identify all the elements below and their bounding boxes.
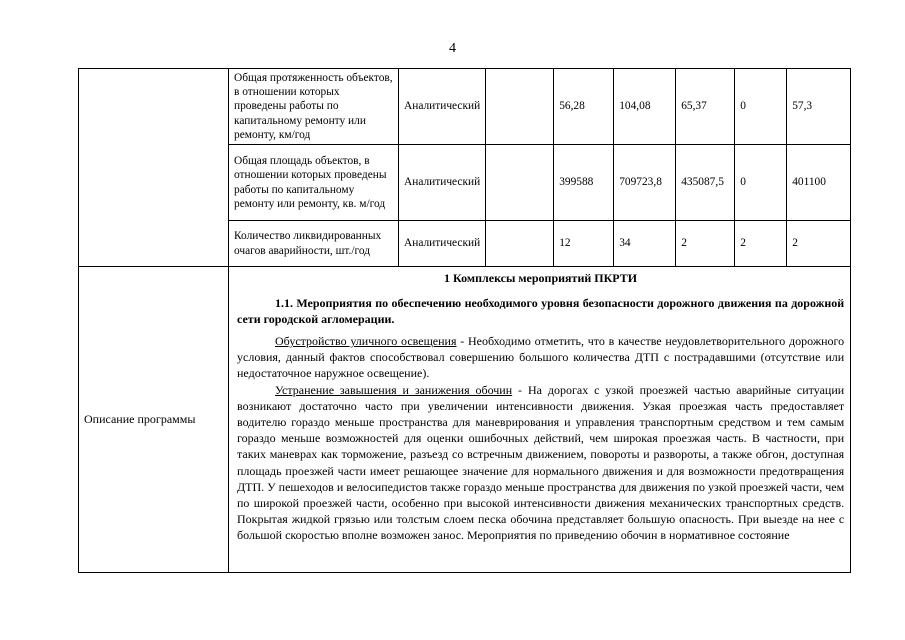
indicator-value (486, 145, 554, 221)
paragraph-title: Устранение завышения и занижения обочин (275, 382, 513, 397)
page-number: 4 (449, 41, 456, 56)
indicator-value: 0 (735, 145, 787, 221)
indicator-method: Аналитический (399, 145, 486, 221)
indicator-value: 57,3 (787, 69, 851, 145)
indicator-value: 399588 (554, 145, 614, 221)
paragraph-text: - На дорогах с узкой проезжей частью аварийные ситуации возникают достаточно часто при увеличении интенсивности движения. Узкая проезжая часть предоставляет водителю гораздо меньше пространства для маневрирования и управления транспортным средством и тем самым гораздо меньше возможностей для оценки ошибочных действий, чем широкая проезжая часть. В частности, при таких маневрах как торможение, разъезд со встречным движением, повороты и развороты, а также обгон, доступная площадь проезжей части имеет решающее значение для нормального движения и для возможности предотвращения ДТП. У пешеходов и велосипедистов также гораздо меньше пространства для движения по узкой проезжей части, чем по широкой проезжей части, особенно при высокой интенсивности движения механических транспортных средств. Покрытая жидкой грязью или толстым слоем песка обочина представляет большую опасность. При выезде на нее с большой скоростью вполне возможен занос. Мероприятия по приведению обочин в нормативное состояние (237, 382, 845, 543)
description-cell (229, 267, 851, 573)
description-paragraph (237, 382, 844, 544)
indicator-value: 435087,5 (676, 145, 735, 221)
indicator-value: 2 (676, 221, 735, 267)
indicator-value: 12 (554, 221, 614, 267)
paragraph-text: - Необходимо отметить, что в качестве неудовлетворительного дорожного условия, данный фактов способствовал совершению большого количества ДТП с пострадавшими (отсутствие или недостаточное наружное освещение). (237, 334, 845, 381)
indicator-value: 56,28 (554, 69, 614, 145)
indicator-name: Количество ликвидированных очагов аварийности, шт./год (229, 221, 399, 267)
description-subheading: 1.1. Мероприятия по обеспечению необходимого уровня безопасности дорожного движения па дорожной сети городской агломерации. (237, 296, 845, 326)
indicator-value: 401100 (787, 145, 851, 221)
indicator-value (486, 221, 554, 267)
empty-label-cell (79, 69, 229, 267)
description-heading: 1 Комплексы мероприятий ПКРТИ (444, 271, 638, 285)
indicator-method: Аналитический (399, 69, 486, 145)
indicator-value: 104,08 (614, 69, 676, 145)
indicator-name: Общая площадь объектов, в отношении которых проведены работы по капитальному ремонту или ремонту, кв. м/год (229, 145, 399, 221)
indicator-value: 65,37 (676, 69, 735, 145)
description-row (79, 267, 851, 573)
indicator-value: 2 (787, 221, 851, 267)
paragraph-title: Обустройство уличного освещения (275, 334, 457, 348)
indicator-value: 709723,8 (614, 145, 676, 221)
program-table (78, 68, 851, 573)
description-paragraph (237, 333, 844, 382)
indicator-value: 2 (735, 221, 787, 267)
indicator-method: Аналитический (399, 221, 486, 267)
indicator-value: 34 (614, 221, 676, 267)
indicator-name: Общая протяженность объектов, в отношении которых проведены работы по капитальному ремонту или ремонту, км/год (229, 69, 399, 145)
indicator-value (486, 69, 554, 145)
indicator-value: 0 (735, 69, 787, 145)
indicator-row (79, 69, 851, 145)
description-label: Описание программы (79, 267, 229, 573)
